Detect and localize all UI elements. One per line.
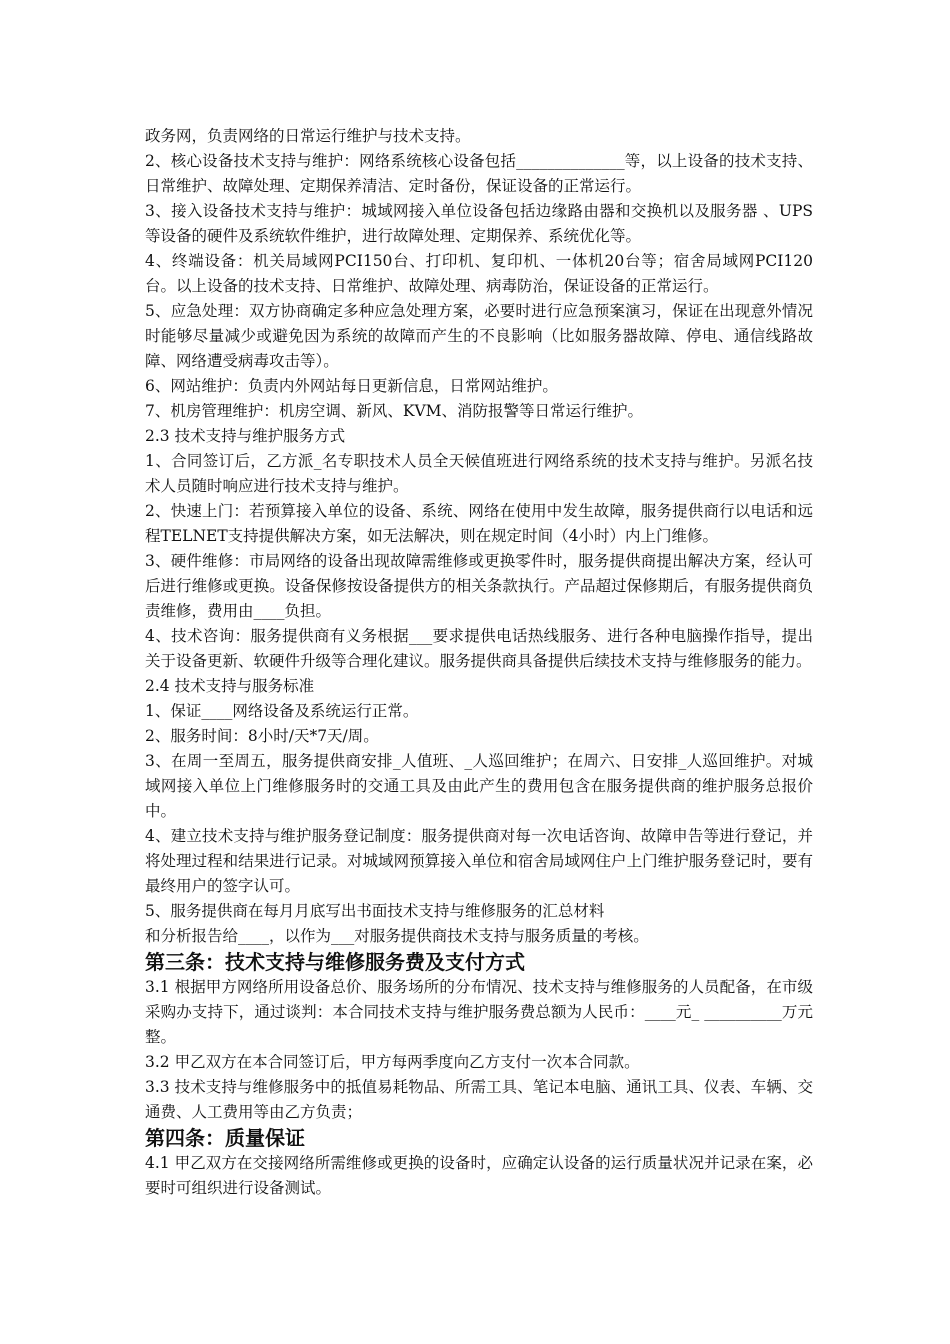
- paragraph: 4、技术咨询：服务提供商有义务根据___要求提供电话热线服务、进行各种电脑操作指导，提出关于设备更新、软硬件升级等合理化建议。服务提供商具备提供后续技术支持与维修服务的能力。: [145, 627, 813, 670]
- document-body: [145, 124, 813, 1201]
- paragraph: 政务网，负责网络的日常运行维护与技术支持。: [145, 127, 471, 145]
- section-heading: 2.4 技术支持与服务标准: [145, 677, 315, 695]
- paragraph: 3.3 技术支持与维修服务中的抵值易耗物品、所需工具、笔记本电脑、通讯工具、仪表、车辆、交通费、人工费用等由乙方负责；: [145, 1078, 813, 1121]
- paragraph: 和分析报告给____，以作为___对服务提供商技术支持与服务质量的考核。: [145, 927, 649, 945]
- paragraph: 1、保证____网络设备及系统运行正常。: [145, 702, 419, 720]
- paragraph: 3、在周一至周五，服务提供商安排_人值班、_人巡回维护；在周六、日安排_人巡回维护。对城域网接入单位上门维修服务时的交通工具及由此产生的费用包含在服务提供商的维护服务总报价中。: [145, 752, 813, 820]
- paragraph: 1、合同签订后，乙方派_名专职技术人员全天候值班进行网络系统的技术支持与维护。另派名技术人员随时响应进行技术支持与维护。: [145, 452, 813, 495]
- paragraph: 3、硬件维修：市局网络的设备出现故障需维修或更换零件时，服务提供商提出解决方案，经认可后进行维修或更换。设备保修按设备提供方的相关条款执行。产品超过保修期后，有服务提供商负责维修，费用由____负担。: [145, 552, 813, 620]
- paragraph: 3.2 甲乙双方在本合同签订后，甲方每两季度向乙方支付一次本合同款。: [145, 1053, 640, 1071]
- section-heading: 2.3 技术支持与维护服务方式: [145, 427, 346, 445]
- paragraph: 4、建立技术支持与维护服务登记制度：服务提供商对每一次电话咨询、故障申告等进行登记，并将处理过程和结果进行记录。对城域网预算接入单位和宿舍局域网住户上门维护服务登记时，要有最终用户的签字认可。: [145, 827, 813, 895]
- paragraph: 2、核心设备技术支持与维护：网络系统核心设备包括______________等，以上设备的技术支持、日常维护、故障处理、定期保养清洁、定时备份，保证设备的正常运行。: [145, 152, 813, 195]
- article-heading: 第四条：质量保证: [145, 1126, 305, 1150]
- paragraph: 6、网站维护：负责内外网站每日更新信息，日常网站维护。: [145, 377, 558, 395]
- paragraph: 4.1 甲乙双方在交接网络所需维修或更换的设备时，应确定认设备的运行质量状况并记录在案，必要时可组织进行设备测试。: [145, 1154, 813, 1197]
- paragraph: 2、快速上门：若预算接入单位的设备、系统、网络在使用中发生故障，服务提供商行以电话和远程TELNET支持提供解决方案，如无法解决，则在规定时间（4小时）内上门维修。: [145, 502, 813, 545]
- paragraph: 5、服务提供商在每月月底写出书面技术支持与维修服务的汇总材料: [145, 902, 605, 920]
- paragraph: 4、终端设备：机关局域网PCI150台、打印机、复印机、一体机20台等；宿舍局域网PCI120台。以上设备的技术支持、日常维护、故障处理、病毒防治，保证设备的正常运行。: [145, 252, 813, 295]
- paragraph: 3.1 根据甲方网络所用设备总价、服务场所的分布情况、技术支持与维修服务的人员配备，在市级采购办支持下，通过谈判：本合同技术支持与维护服务费总额为人民币：____元_ __________万元整。: [145, 978, 813, 1046]
- paragraph: 2、服务时间：8小时/天*7天/周。: [145, 727, 379, 745]
- article-heading: 第三条：技术支持与维修服务费及支付方式: [145, 950, 525, 974]
- paragraph: 3、接入设备技术支持与维护：城域网接入单位设备包括边缘路由器和交换机以及服务器 、UPS等设备的硬件及系统软件维护，进行故障处理、定期保养、系统优化等。: [145, 202, 813, 245]
- paragraph: 7、机房管理维护：机房空调、新风、KVM、消防报警等日常运行维护。: [145, 402, 644, 420]
- paragraph: 5、应急处理：双方协商确定多种应急处理方案，必要时进行应急预案演习，保证在出现意外情况时能够尽量减少或避免因为系统的故障而产生的不良影响（比如服务器故障、停电、通信线路故障、网络遭受病毒攻击等）。: [145, 302, 813, 370]
